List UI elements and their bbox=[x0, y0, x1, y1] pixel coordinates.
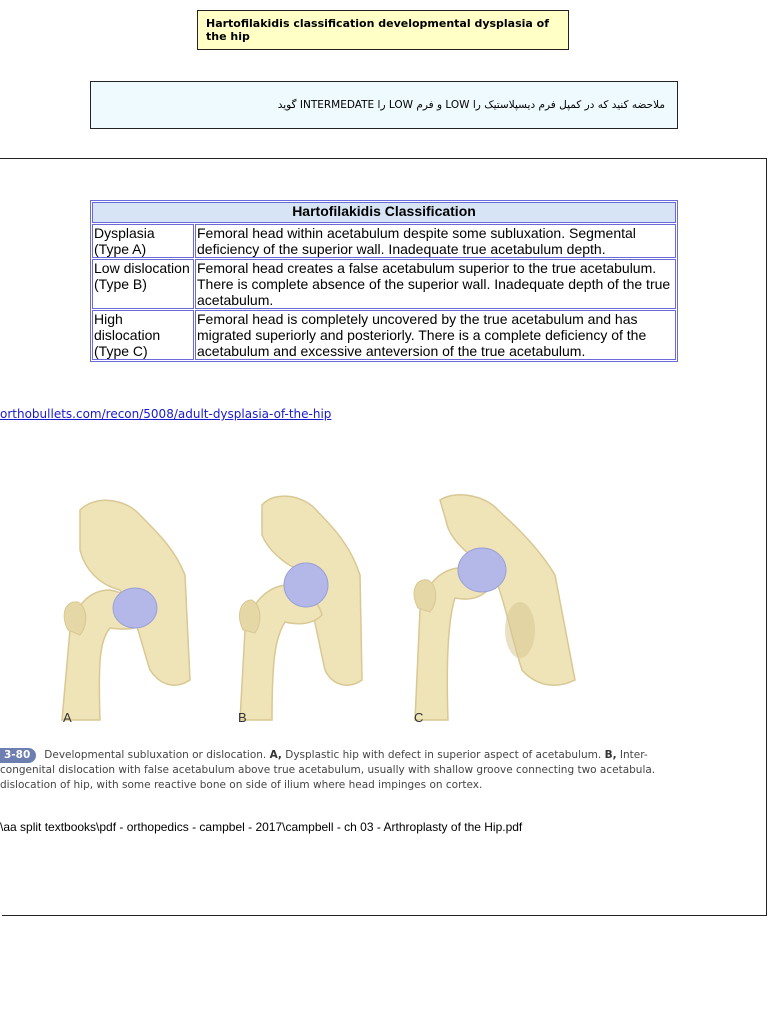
hip-b-drawing bbox=[240, 496, 362, 720]
orthobullets-link[interactable]: orthobullets.com/recon/5008/adult-dysplasia-of-the-hip bbox=[0, 407, 332, 421]
figure-caption bbox=[0, 748, 768, 793]
table-row bbox=[92, 259, 676, 309]
figure-label-a: A bbox=[63, 710, 72, 725]
type-cell: Dysplasia (Type A) bbox=[92, 224, 194, 258]
type-cell: High dislocation (Type C) bbox=[92, 310, 194, 360]
persian-note: ملاحضه کنید که در کمپل فرم دیسپلاستیک را LOW و فرم LOW را INTERMEDATE گوید bbox=[277, 99, 665, 111]
figure-label-b: B bbox=[238, 710, 247, 725]
caption-line-3: dislocation of hip, with some reactive bone on side of ilium where head impinges on cortex. bbox=[0, 779, 483, 791]
caption-a-text: Dysplastic hip with defect in superior aspect of acetabulum. bbox=[285, 749, 602, 761]
obturator-c bbox=[505, 602, 535, 658]
description-cell: Femoral head creates a false acetabulum superior to the true acetabulum. There is complete absence of the superior wall. Inadequate depth of the true acetabulum. bbox=[195, 259, 676, 309]
hip-c-drawing bbox=[414, 495, 575, 720]
figure-number-badge: 3-80 bbox=[0, 748, 36, 763]
note-box bbox=[90, 81, 678, 129]
femoral-head-a bbox=[113, 588, 157, 628]
source-file-path: \aa split textbooks\pdf - orthopedics - campbel - 2017\campbell - ch 03 - Arthroplasty of the Hip.pdf bbox=[0, 820, 523, 834]
trochanter-b bbox=[240, 600, 260, 633]
caption-line-1 bbox=[0, 748, 768, 763]
caption-a-marker: A, bbox=[269, 749, 282, 761]
trochanter-c bbox=[414, 580, 436, 612]
table-header: Hartofilakidis Classification bbox=[92, 202, 676, 223]
description-cell: Femoral head within acetabulum despite some subluxation. Segmental deficiency of the superior wall. Inadequate true acetabulum depth. bbox=[195, 224, 676, 258]
document-title-box bbox=[197, 10, 569, 50]
trochanter-a bbox=[64, 602, 86, 635]
table-row bbox=[92, 310, 676, 360]
caption-b-text: Inter- bbox=[619, 749, 648, 761]
femoral-head-c bbox=[458, 548, 506, 592]
description-cell: Femoral head is completely uncovered by the true acetabulum and has migrated superiorly and posteriorly. There is a complete deficiency of the acetabulum and excessive anteversion of the true acetabulum. bbox=[195, 310, 676, 360]
hip-illustration bbox=[0, 490, 768, 730]
hip-a-drawing bbox=[62, 500, 190, 720]
document-title: Hartofilakidis classification developmental dysplasia of the hip bbox=[206, 17, 550, 43]
caption-line-2: congenital dislocation with false acetabulum above true acetabulum, usually with shallow groove connecting two acetabula. bbox=[0, 764, 656, 776]
figure-label-c: C bbox=[414, 710, 424, 725]
classification-table bbox=[90, 200, 678, 362]
table-row bbox=[92, 224, 676, 258]
femoral-head-b bbox=[284, 563, 328, 607]
caption-lead: Developmental subluxation or dislocation. bbox=[44, 749, 267, 761]
type-cell: Low dislocation (Type B) bbox=[92, 259, 194, 309]
caption-b-marker: B, bbox=[604, 749, 617, 761]
